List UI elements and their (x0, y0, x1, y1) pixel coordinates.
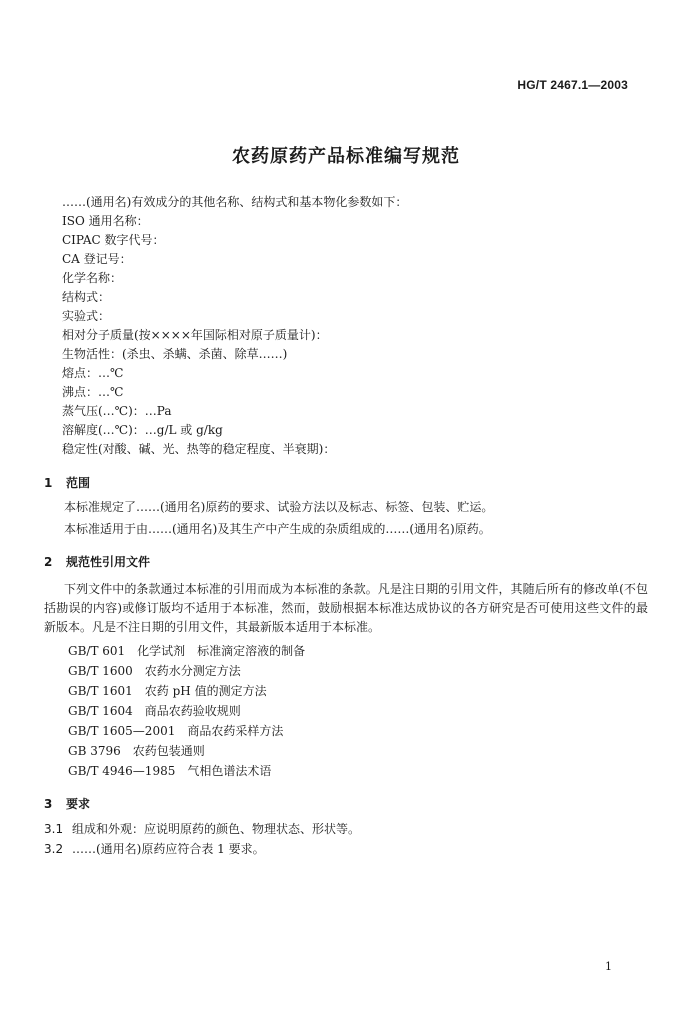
intro-line: 溶解度(…℃)：…g/L 或 g/kg (62, 423, 223, 437)
reference-item: GB/T 1600 农药水分测定方法 (68, 664, 241, 678)
section-number: 2 (44, 555, 53, 569)
references-paragraph: 下列文件中的条款通过本标准的引用而成为本标准的条款。凡是注日期的引用文件，其随后所有的修改单(不包括勘误的内容)或修订版均不适用于本标准，然而，鼓励根据本标准达成协议的各方研究是否可使用这些文件的最新版本。凡是不注日期的引用文件，其最新版本适用于本标准。 (44, 582, 648, 634)
section-number: 3 (44, 797, 53, 811)
intro-line: 熔点：…℃ (62, 366, 124, 380)
intro-line: 实验式： (62, 309, 111, 323)
intro-line: 蒸气压(…℃)：…Pa (62, 404, 172, 418)
reference-item: GB/T 1604 商品农药验收规则 (68, 704, 241, 718)
section-number: 1 (44, 476, 53, 490)
intro-line: 稳定性(对酸、碱、光、热等的稳定程度、半衰期)： (62, 442, 336, 456)
standard-code: HG/T 2467.1—2003 (517, 78, 628, 92)
requirement-number: 3.2 (44, 842, 64, 856)
scope-paragraph: 本标准规定了……(通用名)原药的要求、试验方法以及标志、标签、包装、贮运。 (64, 500, 494, 514)
scope-paragraph: 本标准适用于由……(通用名)及其生产中产生成的杂质组成的……(通用名)原药。 (64, 522, 491, 536)
document-title: 农药原药产品标准编写规范 (232, 146, 460, 167)
section-title: 要求 (66, 797, 91, 811)
reference-item: GB/T 1601 农药 pH 值的测定方法 (68, 684, 267, 698)
intro-line: CIPAC 数字代号： (62, 233, 165, 247)
requirement-item (44, 842, 265, 856)
reference-item: GB/T 1605—2001 商品农药采样方法 (68, 724, 284, 738)
intro-line: 沸点：…℃ (62, 385, 124, 399)
intro-line: 化学名称： (62, 271, 123, 285)
intro-line: 生物活性：(杀虫、杀螨、杀菌、除草……) (62, 347, 288, 361)
requirement-text: 组成和外观：应说明原药的颜色、物理状态、形状等。 (72, 822, 361, 836)
section-heading-references (44, 553, 150, 570)
reference-item: GB/T 4946—1985 气相色谱法术语 (68, 764, 272, 778)
section-title: 规范性引用文件 (66, 555, 151, 569)
section-heading-requirements (44, 795, 90, 812)
page-number: 1 (605, 960, 612, 973)
section-heading-scope (44, 474, 90, 491)
intro-line: CA 登记号： (62, 252, 132, 266)
section-title: 范围 (66, 476, 91, 490)
intro-line: ISO 通用名称： (62, 214, 149, 228)
reference-item: GB/T 601 化学试剂 标准滴定溶液的制备 (68, 644, 306, 658)
intro-line: 相对分子质量(按××××年国际相对原子质量计)： (62, 328, 328, 342)
reference-item: GB 3796 农药包装通则 (68, 744, 205, 758)
intro-line: ……(通用名)有效成分的其他名称、结构式和基本物化参数如下： (62, 195, 408, 209)
intro-line: 结构式： (62, 290, 111, 304)
requirement-number: 3.1 (44, 822, 64, 836)
requirement-item (44, 822, 360, 836)
requirement-text: ……(通用名)原药应符合表 1 要求。 (72, 842, 265, 856)
